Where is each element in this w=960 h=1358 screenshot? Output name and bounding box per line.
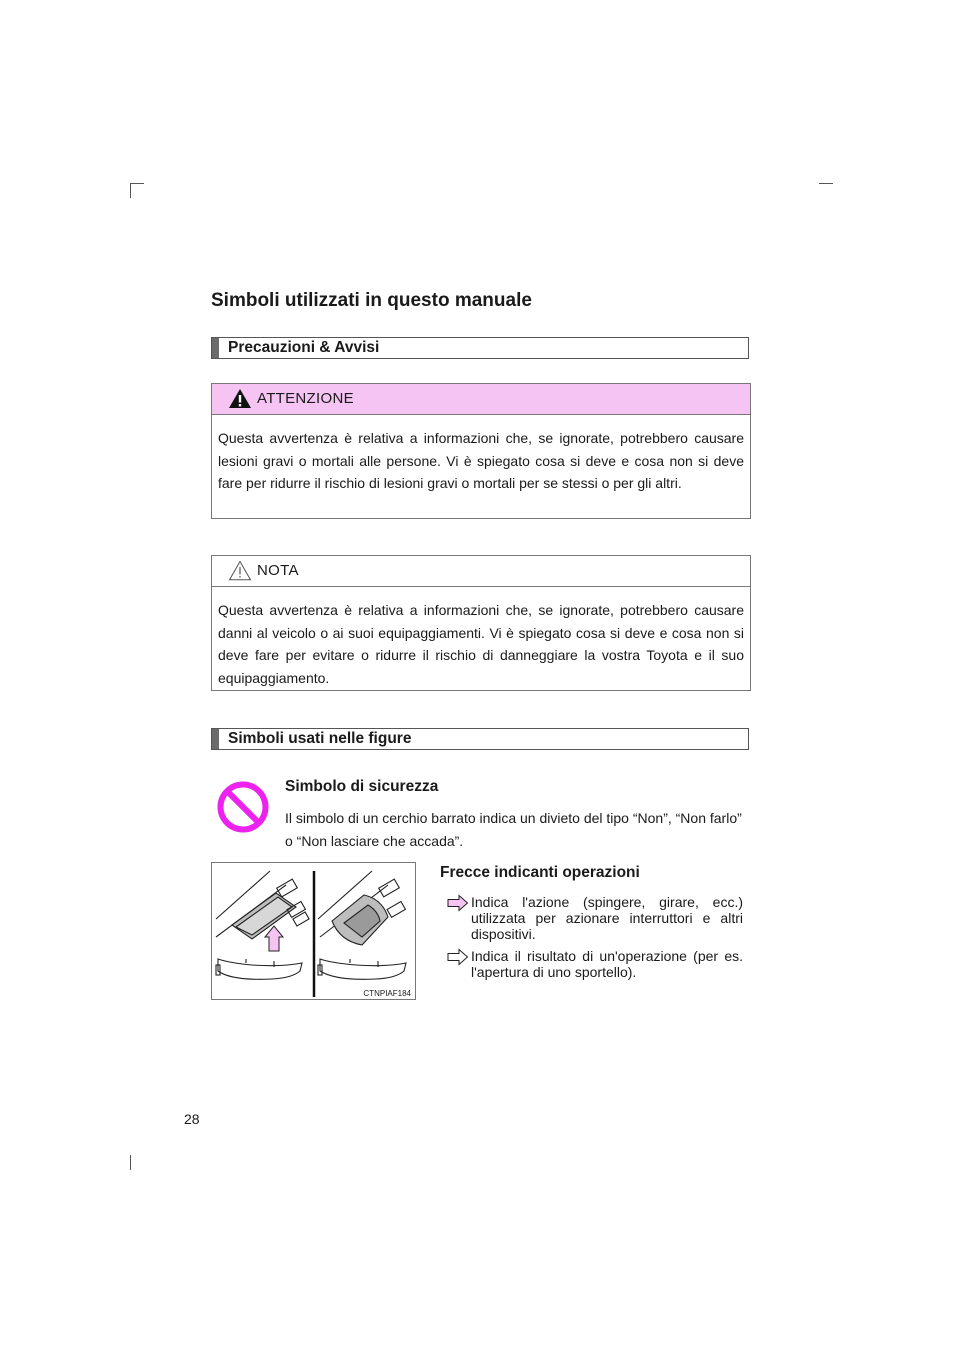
warning-text: Questa avvertenza è relativa a informazioni che, se ignorate, potrebbero causare lesioni gravi o mortali alle persone. Vi è spiegato cosa si deve e cosa non si deve fare per ridurre il rischio di lesioni gravi o mortali per se stessi o per gli altri.: [218, 430, 744, 491]
warning-triangle-icon: [228, 388, 252, 414]
arrow-legend-item: [447, 894, 743, 942]
prohibition-icon: [216, 780, 270, 839]
safety-symbol-title: Simbolo di sicurezza: [285, 778, 439, 795]
outline-arrow-icon: [447, 948, 469, 971]
section-header-figure-symbols: [211, 728, 749, 750]
warning-heading: ATTENZIONE: [257, 390, 354, 407]
image-code: CTNPIAF184: [363, 989, 411, 998]
operation-arrows-title: Frecce indicanti operazioni: [440, 864, 640, 881]
section-stripe: [212, 338, 219, 358]
filled-arrow-icon: [447, 894, 469, 917]
crop-mark: [130, 1155, 131, 1170]
safety-symbol-text: Il simbolo di un cerchio barrato indica un divieto del tipo “Non”, “Non farlo” o “Non lasciare che accada”.: [285, 810, 742, 849]
crop-mark: [130, 183, 144, 184]
notice-header: [212, 556, 750, 587]
section-label: Simboli usati nelle figure: [228, 730, 412, 747]
page-number: 28: [184, 1111, 200, 1127]
illustration-image: [211, 862, 416, 1000]
crop-mark: [130, 183, 131, 198]
warning-box: [211, 383, 751, 519]
crop-mark: [819, 183, 833, 184]
section-header-precautions: [211, 337, 749, 359]
arrow-legend-text: Indica il risultato di un'operazione (per es. l'apertura di uno sportello).: [471, 948, 743, 980]
notice-triangle-icon: [228, 560, 252, 586]
page-title: Simboli utilizzati in questo manuale: [211, 290, 532, 311]
notice-heading: NOTA: [257, 562, 299, 579]
arrow-legend-text: Indica l'azione (spingere, girare, ecc.) utilizzata per azionare interruttori e altri dispositivi.: [471, 894, 743, 942]
section-stripe: [212, 729, 219, 749]
notice-box: [211, 555, 751, 691]
warning-header: [212, 384, 750, 415]
arrow-legend-item: [447, 948, 743, 980]
notice-text: Questa avvertenza è relativa a informazioni che, se ignorate, potrebbero causare danni al veicolo o ai suoi equipaggiamenti. Vi è spiegato cosa si deve e cosa non si deve fare per evitare o ridurre il rischio di danneggiare la vostra Toyota e il suo equipaggiamento.: [218, 602, 744, 686]
section-label: Precauzioni & Avvisi: [228, 339, 380, 356]
